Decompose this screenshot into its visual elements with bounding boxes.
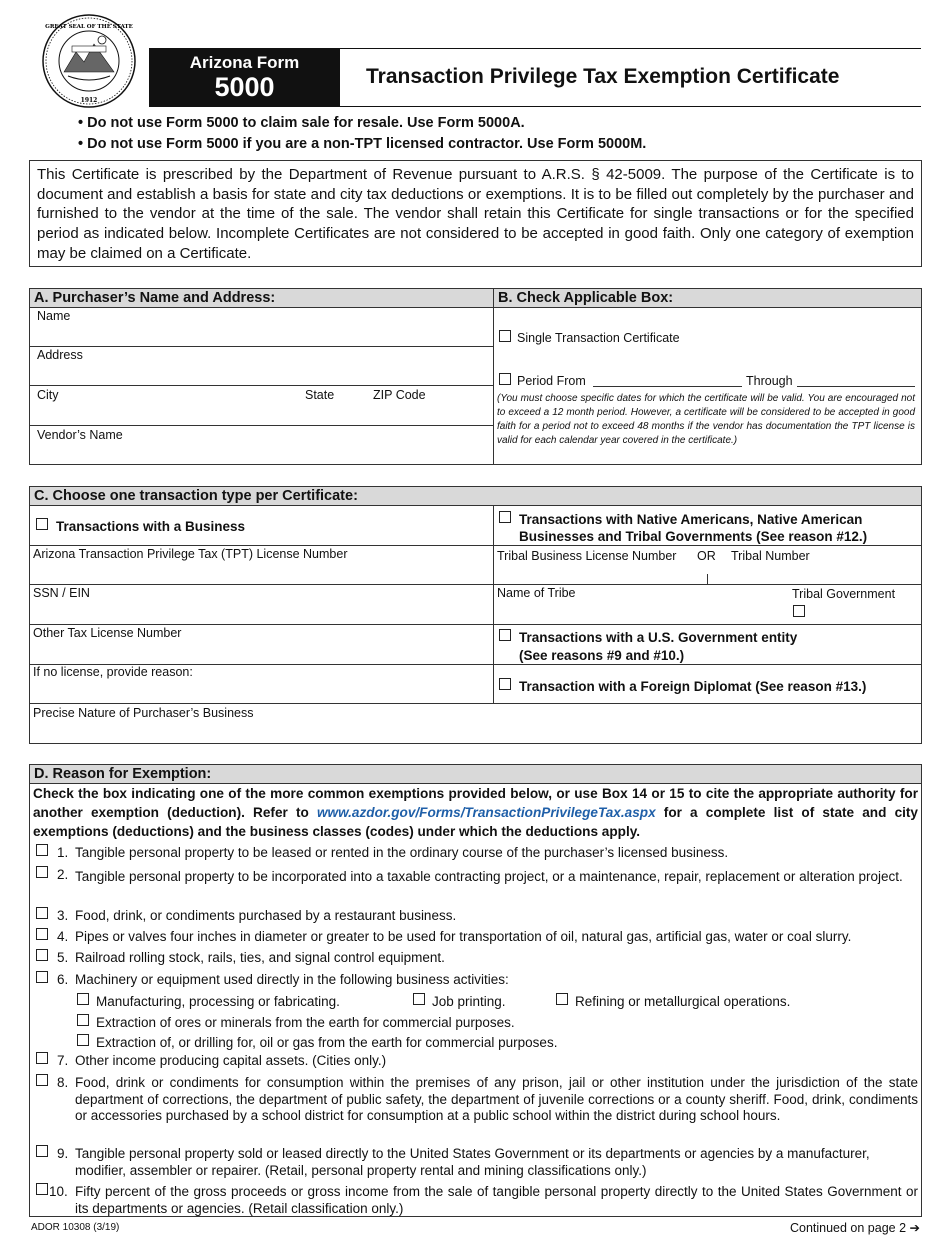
- ssn-ein-field[interactable]: [29, 584, 494, 625]
- svg-text:GREAT SEAL OF THE STATE: GREAT SEAL OF THE STATE: [45, 24, 133, 30]
- other-license-label: Other Tax License Number: [33, 626, 182, 640]
- reason-6-job-printing-label: Job printing.: [432, 994, 506, 1009]
- single-transaction-label: Single Transaction Certificate: [517, 331, 680, 345]
- reason-9-checkbox[interactable]: [36, 1145, 48, 1157]
- reason-4-text: Pipes or valves four inches in diameter or greater to be used for transportation of oil, natural gas, artificial gas, water or coal slurry.: [75, 929, 852, 944]
- reason-6-manufacturing-label: Manufacturing, processing or fabricating.: [96, 994, 340, 1009]
- reason-6-text: Machinery or equipment used directly in the following business activities:: [75, 972, 509, 987]
- reason-8-text: Food, drink or condiments for consumption within the premises of any prison, jail or other institution under the jurisdiction of the state department of corrections, the department of public safety, the department of juvenile corrections or a county sheriff. Food, drink, condiments or accessories purchased by a school district for consumption at a public school within the district during school hours.: [75, 1075, 918, 1123]
- reason-6-job-printing-checkbox[interactable]: [413, 993, 425, 1005]
- section-d-intro-text-1: Check the box indicating one of the more common exemptions provided below, or use Box 14 or 15 to cite the appropriate authority for another exemption (deduction). Refer to: [33, 786, 918, 820]
- tribal-divider-tick: [707, 574, 708, 584]
- reason-3-text: Food, drink, or condiments purchased by a restaurant business.: [75, 908, 457, 923]
- form-code: ADOR 10308 (3/19): [31, 1222, 120, 1233]
- address-field[interactable]: [29, 346, 494, 386]
- tribal-government-checkbox[interactable]: [793, 605, 805, 617]
- reason-10-text: Fifty percent of the gross proceeds or gross income from the sale of tangible personal property directly to the United States Government or its departments or agencies. (Retail classification only.): [75, 1184, 918, 1216]
- tribal-government-label: Tribal Government: [792, 587, 896, 601]
- or-label: OR: [697, 549, 716, 563]
- period-from-label: Period From: [517, 374, 586, 388]
- section-d-intro: [33, 784, 918, 841]
- section-a-header: A. Purchaser’s Name and Address:: [29, 288, 494, 308]
- continued-on-page-2: Continued on page 2 ➔: [789, 1221, 920, 1235]
- reason-6-refining-label: Refining or metallurgical operations.: [575, 994, 791, 1009]
- reason-2-number: 2.: [57, 867, 69, 882]
- no-license-label: If no license, provide reason:: [33, 665, 193, 679]
- reason-10-checkbox[interactable]: [36, 1183, 48, 1195]
- name-field[interactable]: [29, 307, 494, 347]
- reason-4-number: 4.: [57, 929, 69, 944]
- through-field[interactable]: [797, 386, 915, 387]
- city-label: City: [37, 388, 59, 402]
- title-rule-bottom: [340, 106, 921, 107]
- title-rule-top: [340, 48, 921, 49]
- form-title: Transaction Privilege Tax Exemption Certificate: [366, 65, 840, 88]
- reason-7-text: Other income producing capital assets. (Cities only.): [75, 1053, 387, 1068]
- native-american-checkbox[interactable]: [499, 511, 511, 523]
- svg-text:1912: 1912: [80, 97, 98, 104]
- tpt-license-label: Arizona Transaction Privilege Tax (TPT) License Number: [33, 547, 348, 561]
- reason-4-checkbox[interactable]: [36, 928, 48, 940]
- reason-6-manufacturing-checkbox[interactable]: [77, 993, 89, 1005]
- azdor-forms-link[interactable]: www.azdor.gov/Forms/TransactionPrivilegeTax.aspx: [316, 805, 656, 820]
- note-contractor: • Do not use Form 5000 if you are a non-TPT licensed contractor. Use Form 5000M.: [78, 136, 647, 152]
- name-label: Name: [37, 309, 71, 323]
- through-label: Through: [746, 374, 793, 388]
- business-label: Transactions with a Business: [56, 519, 246, 534]
- intro-paragraph: This Certificate is prescribed by the Department of Revenue pursuant to A.R.S. § 42-5009. The purpose of the Certificate is to document and establish a basis for state and city tax deductions or exemptions. It is to be filled out completely by the purchaser and furnished to the vendor at the time of the sale. The vendor shall retain this Certificate for single transactions or for the specified period as indicated below. Incomplete Certificates are not considered to be accepted in good faith. Only one category of exemption may be claimed on a Certificate.: [29, 160, 922, 267]
- reason-8-checkbox[interactable]: [36, 1074, 48, 1086]
- reason-6-oil-gas-checkbox[interactable]: [77, 1034, 89, 1046]
- section-d-intro-text-2: for a complete list of state and city exemptions (deductions) and the business classes (codes) under which the deductions apply.: [33, 805, 918, 839]
- reason-7-checkbox[interactable]: [36, 1052, 48, 1064]
- reason-1-checkbox[interactable]: [36, 844, 48, 856]
- reason-10-number: 10.: [49, 1184, 68, 1199]
- form-number: 5000: [214, 72, 275, 102]
- reason-9-text: Tangible personal property sold or leased directly to the United States Government or its departments or agencies by a manufacturer, modifier, assembler or repairer. (Retail, personal property rental and mining classifications only.): [75, 1146, 870, 1178]
- reason-6-refining-checkbox[interactable]: [556, 993, 568, 1005]
- reason-6-number: 6.: [57, 972, 69, 987]
- foreign-diplomat-label: Transaction with a Foreign Diplomat (See reason #13.): [519, 679, 867, 694]
- reason-6-ores-checkbox[interactable]: [77, 1014, 89, 1026]
- tribe-name-label: Name of Tribe: [497, 586, 576, 600]
- reason-6-ores-label: Extraction of ores or minerals from the earth for commercial purposes.: [96, 1015, 515, 1030]
- section-d-header: D. Reason for Exemption:: [29, 764, 922, 784]
- foreign-diplomat-checkbox[interactable]: [499, 678, 511, 690]
- tribal-number-label: Tribal Number: [731, 549, 810, 563]
- us-government-checkbox[interactable]: [499, 629, 511, 641]
- reason-8-number: 8.: [57, 1075, 69, 1090]
- period-checkbox[interactable]: [499, 373, 511, 385]
- note-resale: • Do not use Form 5000 to claim sale for resale. Use Form 5000A.: [78, 115, 525, 131]
- reason-2-checkbox[interactable]: [36, 866, 48, 878]
- reason-7-number: 7.: [57, 1053, 69, 1068]
- arizona-state-seal: [42, 14, 136, 108]
- form-label: Arizona Form: [189, 53, 300, 72]
- reason-6-oil-gas-label: Extraction of, or drilling for, oil or gas from the earth for commercial purposes.: [96, 1035, 558, 1050]
- single-transaction-checkbox[interactable]: [499, 330, 511, 342]
- period-from-field[interactable]: [593, 386, 742, 387]
- reason-5-number: 5.: [57, 950, 69, 965]
- section-b-header: B. Check Applicable Box:: [493, 288, 922, 308]
- reason-1-text: Tangible personal property to be leased or rented in the ordinary course of the purchaser’s licensed business.: [75, 845, 729, 860]
- section-c-header: C. Choose one transaction type per Certificate:: [29, 486, 922, 506]
- business-checkbox[interactable]: [36, 518, 48, 530]
- state-label: State: [305, 388, 335, 402]
- reason-2-text: Tangible personal property to be incorporated into a taxable contracting project, or a maintenance, repair, replacement or alteration project.: [75, 869, 903, 884]
- tribal-license-label: Tribal Business License Number: [497, 549, 677, 563]
- reason-9-number: 9.: [57, 1146, 69, 1161]
- vendor-label: Vendor’s Name: [37, 428, 123, 442]
- reason-3-checkbox[interactable]: [36, 907, 48, 919]
- native-american-label-line1: Transactions with Native Americans, Native American: [519, 512, 863, 527]
- address-label: Address: [37, 348, 83, 362]
- reason-1-number: 1.: [57, 845, 69, 860]
- reason-5-checkbox[interactable]: [36, 949, 48, 961]
- us-government-label-line1: Transactions with a U.S. Government entity: [519, 630, 798, 645]
- native-american-label-line2: Businesses and Tribal Governments (See reason #12.): [519, 529, 868, 544]
- period-note: (You must choose specific dates for which the certificate will be valid. You are encouraged not to exceed a 12 month period. However, a certificate will be considered to be accepted in good faith for a period not to exceed 48 months if the vendor has documentation the TPT license is valid for each calendar year covered in the certificate.): [497, 393, 915, 446]
- ssn-ein-label: SSN / EIN: [33, 586, 90, 600]
- reason-6-checkbox[interactable]: [36, 971, 48, 983]
- form-number-box: [149, 48, 340, 107]
- us-government-label-line2: (See reasons #9 and #10.): [519, 648, 685, 663]
- reason-3-number: 3.: [57, 908, 69, 923]
- zip-label: ZIP Code: [373, 388, 426, 402]
- reason-5-text: Railroad rolling stock, rails, ties, and signal control equipment.: [75, 950, 445, 965]
- nature-of-business-label: Precise Nature of Purchaser’s Business: [33, 706, 254, 720]
